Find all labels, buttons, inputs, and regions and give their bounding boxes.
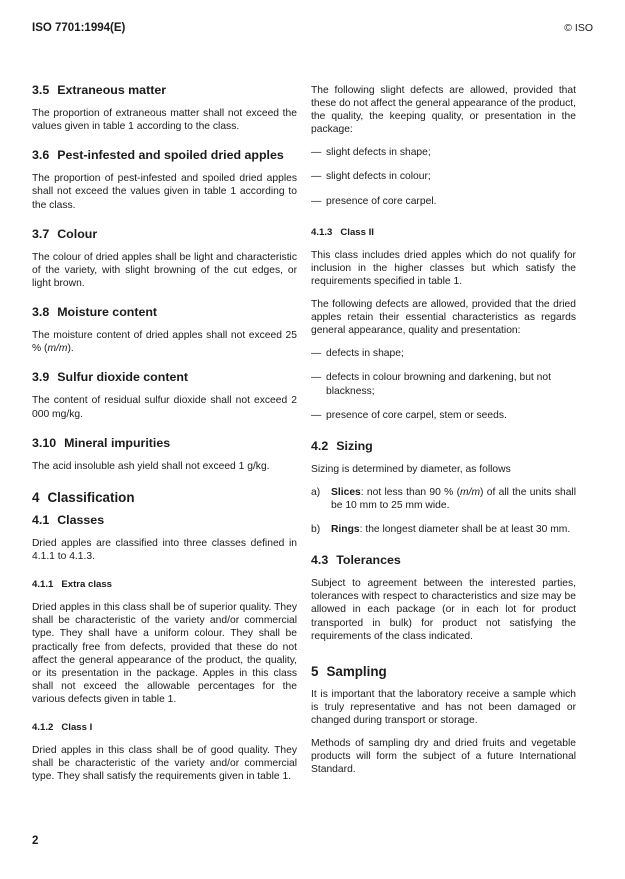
paragraph-3-6: The proportion of pest-infested and spoiled dried apples shall not exceed the values given in table 1 according to the class. [32,173,297,211]
paragraph-4-1-2: Dried apples in this class shall be of good quality. They shall be characteristic of the variety and/or commercial type. They shall satisfy the requirements given in table 1. [32,745,297,783]
page-header [32,22,593,38]
list-item: b) Rings: the longest diameter shall be at least 30 mm. [311,524,571,536]
heading-4-1-2: 4.1.2 Class I [32,722,93,733]
paragraph-3-8: The moisture content of dried apples shall not exceed 25 % (m/m). [32,330,297,355]
heading-4: 4 Classification [32,489,135,505]
heading-3-10: 3.10 Mineral impurities [32,435,171,450]
class-ii-defect-list [311,347,576,421]
standard-id: ISO 7701:1994(E) [32,22,126,34]
paragraph-3-10: The acid insoluble ash yield shall not exceed 1 g/kg. [32,460,270,472]
list-item: — slight defects in shape; [311,147,431,159]
list-item: a) Slices: not less than 90 % (m/m) of all the units shall be 10 mm to 25 mm wide. [311,486,576,511]
left-column [32,84,297,793]
heading-3-9: 3.9 Sulfur dioxide content [32,370,189,385]
paragraph-5-b: Methods of sampling dry and dried fruits and vegetable products will form the subject of a future International Standard. [311,738,576,776]
heading-4-2: 4.2 Sizing [311,438,373,453]
heading-3-8: 3.8 Moisture content [32,305,158,320]
sizing-list [311,486,576,536]
paragraph-4-1-1: Dried apples in this class shall be of superior quality. They shall be characteristic of the variety and/or commercial type. They shall have a uniform colour. They shall be practically free from defects, provided that these do not affect the general appearance of the product, the quality, or its presentation in the package. Apples in this class shall not exceed the allowable percentages for the various defects given in table 1. [32,602,297,705]
list-item: — presence of core carpel. [311,195,437,207]
paragraph-4-3: Subject to agreement between the interested parties, tolerances with respect to characteristics and size may be allowed in each package (or in each lot for product transported in bulk) for product not satisfying the requirements of the class indicated. [311,578,576,642]
copyright-mark: © ISO [564,22,593,34]
class-i-defect-list [311,146,576,207]
paragraph-4-1: Dried apples are classified into three classes defined in 4.1.1 to 4.1.3. [32,537,297,563]
heading-4-1-1: 4.1.1 Extra class [32,579,113,591]
paragraph-4-2: Sizing is determined by diameter, as follows [311,463,511,475]
list-item: — defects in colour browning and darkening, but not blackness; [311,372,551,397]
heading-3-5: 3.5 Extraneous matter [32,83,167,97]
right-column [311,84,576,786]
paragraph-4-1-3-a: This class includes dried apples which do not qualify for inclusion in the higher classes but which satisfy the requirements specified in table 1. [311,249,576,287]
paragraph-5-a: It is important that the laboratory receive a sample which is truly representative and has not been damaged or changed during transport or storage. [311,688,576,726]
heading-3-7: 3.7 Colour [32,226,98,241]
heading-4-1: 4.1 Classes [32,512,105,527]
paragraph-3-5: The proportion of extraneous matter shall not exceed the values given in table 1 according to the class. [32,108,297,133]
heading-4-1-3: 4.1.3 Class II [311,226,374,238]
paragraph-class-i-defects: The following slight defects are allowed, provided that these do not affect the general appearance of the product, the quality, the keeping quality, or presentation in the package: [311,85,576,136]
list-item: — presence of core carpel, stem or seeds. [311,409,507,421]
heading-3-6: 3.6 Pest-infested and spoiled dried apples [32,148,284,163]
paragraph-4-1-3-b: The following defects are allowed, provided that the dried apples retain their essential characteristics as regards general appearance, quality and presentation: [311,299,576,337]
list-item: — slight defects in colour; [311,171,431,183]
heading-5: 5 Sampling [311,663,387,679]
paragraph-3-7: The colour of dried apples shall be light and characteristic of the variety, with slight browning of the cut edges, or light brown. [32,251,297,289]
page-number: 2 [32,835,39,847]
paragraph-3-9: The content of residual sulfur dioxide shall not exceed 2 000 mg/kg. [32,395,297,420]
list-item: — defects in shape; [311,348,404,360]
heading-4-3: 4.3 Tolerances [311,553,401,568]
